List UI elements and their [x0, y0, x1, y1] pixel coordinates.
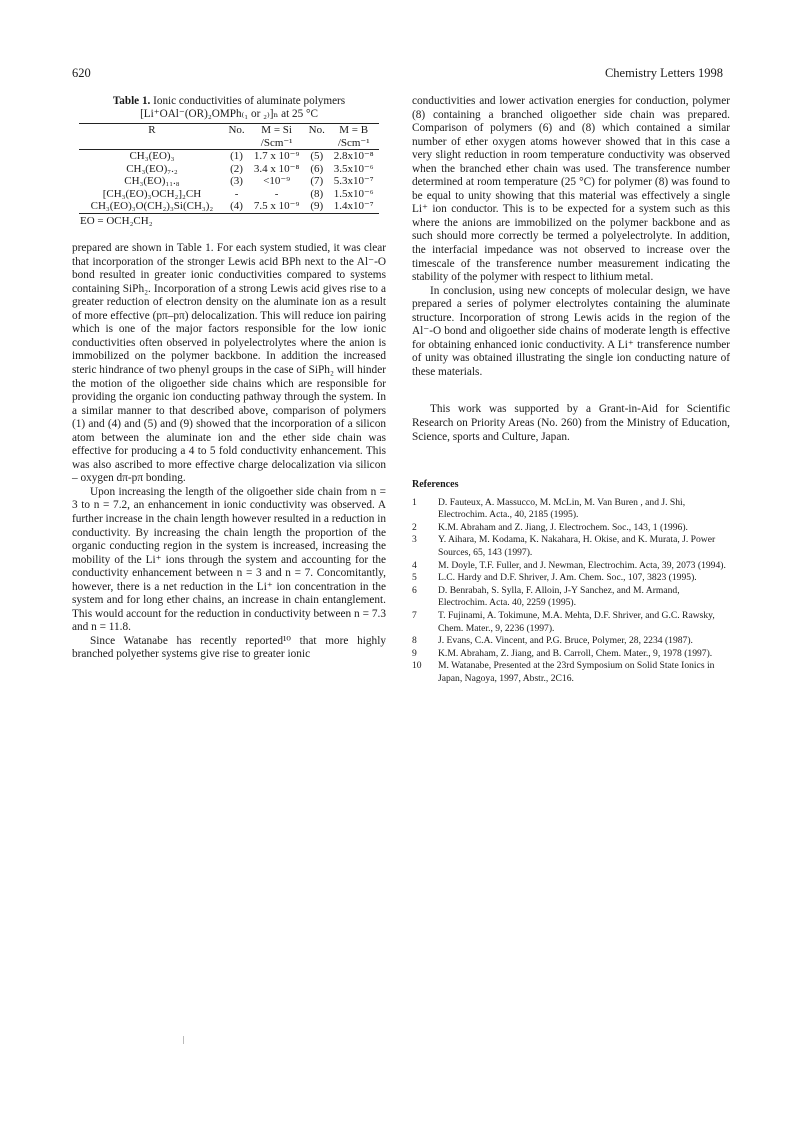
cell-b: 2.8x10⁻⁸: [328, 150, 379, 163]
col-header-no-b: No.: [305, 124, 328, 137]
reference-text: T. Fujinami, A. Tokimune, M.A. Mehta, D.F. Shriver, and G.C. Rawsky, Chem. Mater., 9, 2236 (1997).: [438, 610, 715, 634]
table-caption-line1: Ionic conductivities of aluminate polymers: [153, 95, 346, 107]
unit-cell: [305, 137, 328, 150]
cell-si: 1.7 x 10⁻⁹: [248, 150, 305, 163]
paragraph: prepared are shown in Table 1. For each system studied, it was clear that incorporation of the stronger Lewis acid BPh next to the Al⁻-O bond resulted in greater ionic conductivities compared to systems containing SiPh₂. Incorporation of a strong Lewis acid gives rise to a greater reduction of electron density on the aluminate ion as a result of more effective (pπ–pπ) delocalization. This will reduce ion pairing which is one of the major factors responsible for the low ionic conductivities often observed in polyelectrolytes where the anion is immobilized on the polymer backbone. In addition the increased steric hindrance of two phenyl groups in the case of SiPh₂ will hinder the motion of the oligoether side chains which are responsible for providing the organic ion conducting pathway through the system. In a similar manner to that described above, comparison of polymers (1) and (4) and (5) and (9) showed that the incorporation of a silicon atom between the aluminate ion and the ether side chain was effective for producing a 4 to 5 fold conductivity enhancement. This was also ascribed to more effective charge delocalization via silicon – oxygen dπ-pπ bonding.: [72, 242, 386, 485]
reference-text: K.M. Abraham, Z. Jiang, and B. Carroll, Chem. Mater., 9, 1978 (1997).: [438, 647, 713, 659]
cell-r: [CH₃(EO)₃OCH₂]₂CH: [102, 187, 202, 200]
reference-text: M. Doyle, T.F. Fuller, and J. Newman, Electrochim. Acta, 39, 2073 (1994).: [438, 559, 726, 571]
table-row: [79, 188, 379, 201]
cell-b: 1.5x10⁻⁶: [333, 187, 374, 200]
table-row: [79, 200, 379, 213]
reference-item: [412, 648, 730, 661]
cell-no-b: (9): [305, 200, 328, 213]
paragraph: conductivities and lower activation energies for conduction, polymer (8) containing a branched oligoether side chain was prepared. Comparison of polymers (6) and (8) which contained a similar number of ether oxygen atoms however showed that in this case a very slight reduction in room temperature conductivity was observed when the branched ether chain was used. The transference number determined at room temperature (25 °C) for polymer (8) was found to be equal to unity showing that this material was effectively a single Li⁺ ion conductor. This is to be expected for a system such as this where the anions are immobilized on the polymer backbone and as such should more correctly be termed a polyelectrolyte. In addition, the interfacial impedance was not observed to increase over the timescale of the transference number measurement indicating the stability of the polymer with respect to lithium metal.: [412, 95, 730, 284]
paragraph: In conclusion, using new concepts of molecular design, we have prepared a series of polymer electrolytes containing the aluminate structure. Incorporation of strong Lewis acids in the region of the Al⁻-O bond and oligoether side chains of moderate length is effective for obtaining enhanced ionic conductivity. A Li⁺ transference number of unity was obtained illustrating the single ion conducting nature of these materials.: [412, 284, 730, 378]
table-row: [79, 163, 379, 176]
cell-no-si: (2): [230, 162, 243, 175]
cell-r: CH₃(EO)₁₁.₈: [124, 175, 180, 187]
reference-number: 1: [412, 496, 417, 508]
reference-list: [412, 497, 730, 686]
cell-no-b: (8): [310, 187, 324, 200]
paragraph: Upon increasing the length of the oligoether side chain from n = 3 to n = 7.2, an enhancement in ionic conductivity was observed. A further increase in the chain length however resulted in a reduction in conductivity. By increasing the chain length the proportion of the organic conducting region in the system is increased, increasing the mobility of the Li⁺ ions through the system and accounting for the conductivity enhancement between n = 3 and n = 7. Concomitantly, however, there is a net reduction in the Li⁺ ion concentration in the system and for long ether chains, an increase in chain entanglement. This would account for the reduction in conductivity between n = 7.3 and n = 11.8.: [72, 485, 386, 634]
left-column: [72, 95, 386, 662]
reference-item: [412, 522, 730, 535]
reference-number: 8: [412, 635, 417, 647]
cell-no-b: (6): [310, 162, 324, 175]
reference-text: K.M. Abraham and Z. Jiang, J. Electrochem. Soc., 143, 1 (1996).: [438, 521, 688, 533]
reference-number: 7: [412, 610, 417, 622]
paragraph: Since Watanabe has recently reported¹⁰ that more highly branched polyether systems give rise to greater ionic: [72, 634, 386, 661]
reference-number: 10: [412, 660, 422, 672]
reference-number: 3: [412, 534, 417, 546]
unit-cell: [79, 137, 225, 150]
cell-b: 5.3x10⁻⁷: [333, 175, 374, 187]
table-caption-line2: [Li⁺OAl⁻(OR)₂OMPh₍₁ or ₂₎]ₙ at 25 °C: [140, 108, 318, 120]
cell-b: 3.5x10⁻⁶: [333, 162, 374, 175]
reference-text: Y. Aihara, M. Kodama, K. Nakahara, H. Okise, and K. Murata, J. Power Sources, 65, 143 (1997).: [438, 534, 716, 559]
table-row: [79, 150, 379, 163]
reference-item: [412, 635, 730, 648]
cell-r: CH₃(EO)₇.₂: [126, 162, 178, 175]
reference-item: [412, 610, 730, 635]
cell-si: 7.5 x 10⁻⁹: [248, 200, 305, 213]
conductivity-table: [79, 123, 379, 214]
reference-number: 6: [412, 584, 417, 596]
unit-cell: [225, 137, 248, 150]
reference-item: [412, 560, 730, 573]
table-footnote: EO = OCH₂CH₂: [80, 214, 153, 227]
table-label: Table 1.: [112, 95, 151, 107]
col-header-no-si: No.: [225, 124, 248, 137]
reference-number: 2: [412, 521, 417, 533]
col-header-b: M = B: [328, 124, 379, 137]
cell-si: -: [274, 187, 279, 200]
cell-no-b: (7): [310, 175, 324, 187]
reference-text: D. Fauteux, A. Massucco, M. McLin, M. Van Buren , and J. Shi, Electrochim. Acta., 40, 2185 (1995).: [438, 496, 686, 521]
cell-r: CH₃(EO)₃: [79, 150, 225, 163]
reference-number: 9: [412, 647, 417, 659]
reference-number: 5: [412, 572, 417, 584]
cell-b: 1.4x10⁻⁷: [328, 200, 379, 213]
reference-text: L.C. Hardy and D.F. Shriver, J. Am. Chem. Soc., 107, 3823 (1995).: [438, 572, 697, 584]
cell-no-si: (1): [225, 150, 248, 163]
unit-cell: /Scm⁻¹: [260, 136, 293, 149]
reference-text: J. Evans, C.A. Vincent, and P.G. Bruce, Polymer, 28, 2234 (1987).: [438, 635, 693, 647]
reference-item: [412, 585, 730, 610]
cell-si: <10⁻⁹: [263, 175, 291, 187]
table-caption: [72, 95, 386, 121]
reference-text: M. Watanabe, Presented at the 23rd Symposium on Solid State Ionics in Japan, Nagoya, 1997, Abstr., 2C16.: [438, 660, 715, 684]
cell-no-si: (3): [230, 175, 243, 187]
right-column: [412, 95, 730, 686]
cell-no-b: (5): [305, 150, 328, 163]
page-number: 620: [72, 66, 91, 80]
reference-item: [412, 497, 730, 522]
cell-r: CH₃(EO)₃O(CH₂)₃Si(CH₃)₂: [79, 200, 225, 213]
references-heading: References: [412, 479, 459, 491]
cell-no-si: -: [234, 187, 239, 200]
cell-no-si: (4): [225, 200, 248, 213]
acknowledgement: This work was supported by a Grant-in-Aid for Scientific Research on Priority Areas (No. 260) from the Ministry of Education, Science, sports and Culture, Japan.: [412, 403, 730, 443]
col-header-si: M = Si: [248, 124, 305, 137]
reference-number: 4: [412, 559, 417, 571]
unit-cell: /Scm⁻¹: [337, 136, 370, 149]
scan-mark: [183, 1036, 184, 1044]
table-row: [79, 175, 379, 188]
cell-si: 3.4 x 10⁻⁸: [253, 162, 300, 175]
reference-text: D. Benrabah, S. Sylla, F. Alloin, J-Y Sanchez, and M. Armand, Electrochim. Acta. 40, 2259 (1995).: [438, 584, 680, 609]
reference-item: [412, 660, 730, 685]
reference-item: [412, 534, 730, 559]
col-header-r: R: [79, 124, 225, 137]
journal-title: Chemistry Letters 1998: [604, 66, 723, 80]
reference-item: [412, 572, 730, 585]
